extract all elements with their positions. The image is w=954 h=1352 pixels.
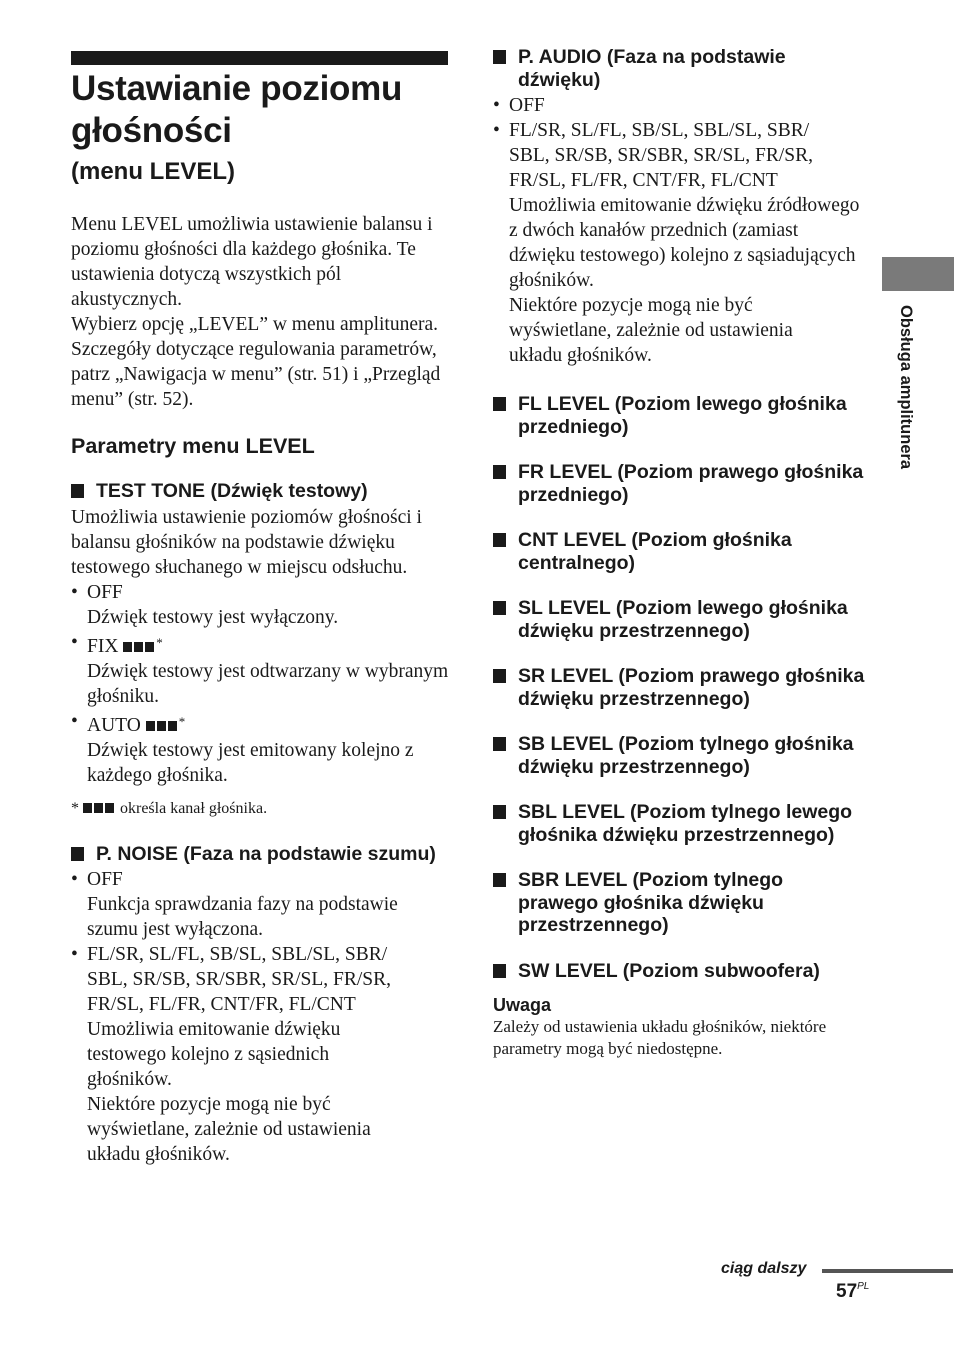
test-tone-off-label: OFF	[87, 581, 123, 603]
test-tone-desc: Umożliwia ustawienie poziomów głośności i balansu głośników na podstawie dźwięku testowego słuchanego w miejscu odsłuchu.	[71, 506, 422, 578]
p-audio-pairs-desc: Umożliwia emitowanie dźwięku źródłowego z dwóch kanałów przednich (zamiast dźwięku testowego) kolejno z sąsiadujących głośników.	[509, 195, 860, 291]
p-audio-off-label: OFF	[509, 95, 545, 116]
p-noise-heading-text: P. NOISE (Faza na podstawie szumu)	[96, 842, 436, 865]
p-audio-pairs: • FL/SR, SL/FL, SB/SL, SBL/SL, SBR/ SBL, SR/SB, SR/SBR, SR/SL, FR/SR, FR/SL, FL/FR, CNT/FR, FL/CNT	[493, 120, 814, 191]
page-number-suffix: PL	[857, 1281, 870, 1292]
test-tone-heading-text: TEST TONE (Dźwięk testowy)	[96, 480, 368, 502]
p-noise-pairs-label: FL/SR, SL/FL, SB/SL, SBL/SL, SBR/ SBL, SR/SB, SR/SBR, SR/SL, FR/SR, FR/SL, FL/FR, CNT/FR, FL/CNT	[87, 944, 392, 1015]
page-number	[836, 1281, 869, 1303]
intro-paragraph-2: Wybierz opcję „LEVEL” w menu amplitunera. Szczegóły dotyczące regulowania parametrów, patrz „Nawigacja w menu” (str. 51) i „Przegląd menu” (str. 52).	[71, 314, 441, 410]
level-heading-sbr	[493, 869, 865, 937]
asterisk-icon: *	[178, 713, 186, 729]
p-audio-heading	[493, 46, 865, 91]
level-heading-sw	[493, 960, 865, 983]
square-bullet-icon	[493, 533, 506, 547]
level-heading-text: SBL LEVEL (Poziom tylnego lewego głośnika dźwięku przestrzennego)	[518, 801, 853, 846]
level-heading-text: SL LEVEL (Poziom lewego głośnika dźwięku przestrzennego)	[518, 597, 848, 642]
page-number-value: 57	[836, 1281, 858, 1302]
channel-block-icon	[105, 803, 114, 813]
footnote-text: określa kanał głośnika.	[120, 799, 268, 817]
left-column	[71, 212, 449, 1167]
channel-block-icon	[94, 803, 103, 813]
square-bullet-icon	[493, 873, 506, 887]
level-heading-text: SBR LEVEL (Poziom tylnego prawego głośnika dźwięku przestrzennego)	[518, 869, 784, 936]
page-title: Ustawianie poziomu głośności	[71, 69, 403, 150]
square-bullet-icon	[493, 50, 506, 64]
side-chapter-label-text: Obsługa amplitunera	[897, 305, 915, 470]
level-heading-text: CNT LEVEL (Poziom głośnika centralnego)	[518, 529, 792, 574]
level-heading-text: SB LEVEL (Poziom tylnego głośnika dźwięku przestrzennego)	[518, 733, 854, 778]
side-chapter-label	[893, 305, 915, 515]
chapter-tab	[882, 257, 954, 291]
level-heading-fr	[493, 461, 865, 506]
p-noise-off-desc: Funkcja sprawdzania fazy na podstawie szumu jest wyłączona.	[87, 894, 398, 940]
level-heading-sr	[493, 665, 865, 710]
note-title: Uwaga	[493, 995, 552, 1015]
square-bullet-icon	[493, 805, 506, 819]
p-noise-pairs-desc: Umożliwia emitowanie dźwięku testowego kolejno z sąsiednich głośników.	[87, 1019, 341, 1090]
continued-rule	[822, 1269, 953, 1273]
p-audio-pairs-label: FL/SR, SL/FL, SB/SL, SBL/SL, SBR/ SBL, SR/SB, SR/SBR, SR/SL, FR/SR, FR/SL, FL/FR, CNT/FR, FL/CNT	[509, 120, 814, 191]
test-tone-auto-label: AUTO	[87, 714, 141, 736]
square-bullet-icon	[493, 669, 506, 683]
channel-block-icon	[168, 721, 177, 731]
asterisk-icon: *	[156, 634, 163, 650]
test-tone-off: • OFF	[71, 581, 123, 603]
test-tone-fix-label: FIX	[87, 635, 119, 657]
channel-block-icon	[145, 642, 154, 652]
continued-label: ciąg dalszy	[721, 1260, 807, 1277]
test-tone-off-desc: Dźwięk testowy jest wyłączony.	[87, 606, 339, 628]
p-noise-pairs-note: Niektóre pozycje mogą nie być wyświetlane, zależnie od ustawienia układu głośników.	[87, 1094, 371, 1165]
square-bullet-icon	[493, 465, 506, 479]
square-bullet-icon	[493, 397, 506, 411]
level-heading-text: SW LEVEL (Poziom subwoofera)	[518, 959, 820, 982]
square-bullet-icon	[493, 964, 506, 978]
footnote	[71, 798, 449, 820]
square-bullet-icon	[71, 847, 84, 861]
title-rule	[71, 51, 448, 65]
p-noise-heading	[71, 843, 449, 866]
asterisk-icon: *	[71, 799, 83, 817]
channel-block-icon	[123, 642, 132, 652]
section-heading: Parametry menu LEVEL	[71, 434, 315, 458]
test-tone-auto-desc: Dźwięk testowy jest emitowany kolejno z każdego głośnika.	[87, 739, 414, 786]
right-column	[493, 46, 865, 1060]
level-heading-sl	[493, 597, 865, 642]
level-heading-cnt	[493, 529, 865, 574]
intro-paragraph-1: Menu LEVEL umożliwia ustawienie balansu i poziomu głośności dla każdego głośnika. Te ustawienia dotyczą wszystkich pól akustycznych.	[71, 214, 433, 310]
square-bullet-icon	[493, 737, 506, 751]
test-tone-fix: • FIX *	[71, 631, 163, 657]
level-heading-text: SR LEVEL (Poziom prawego głośnika dźwięku przestrzennego)	[518, 665, 865, 710]
p-noise-pairs: • FL/SR, SL/FL, SB/SL, SBL/SL, SBR/ SBL, SR/SB, SR/SBR, SR/SL, FR/SR, FR/SL, FL/FR, CNT/FR, FL/CNT	[71, 944, 392, 1015]
square-bullet-icon	[493, 601, 506, 615]
channel-block-icon	[146, 721, 155, 731]
page-subtitle: (menu LEVEL)	[71, 158, 236, 185]
level-heading-fl	[493, 393, 865, 438]
level-heading-sb	[493, 733, 865, 778]
level-heading-text: FL LEVEL (Poziom lewego głośnika przedniego)	[518, 393, 847, 438]
p-audio-off: • OFF	[493, 95, 545, 116]
test-tone-auto: • AUTO *	[71, 710, 186, 736]
channel-block-icon	[83, 803, 92, 813]
p-noise-off: • OFF	[71, 869, 123, 890]
test-tone-fix-desc: Dźwięk testowy jest odtwarzany w wybranym głośniku.	[87, 660, 449, 707]
p-audio-heading-text: P. AUDIO (Faza na podstawie dźwięku)	[518, 46, 786, 91]
square-bullet-icon	[71, 484, 84, 498]
p-noise-off-label: OFF	[87, 869, 123, 890]
level-heading-sbl	[493, 801, 865, 846]
note-text: Zależy od ustawienia układu głośników, niektóre parametry mogą być niedostępne.	[493, 1017, 827, 1058]
channel-block-icon	[157, 721, 166, 731]
channel-block-icon	[134, 642, 143, 652]
p-audio-pairs-note: Niektóre pozycje mogą nie być wyświetlane, zależnie od ustawienia układu głośników.	[509, 295, 793, 366]
level-heading-text: FR LEVEL (Poziom prawego głośnika przedniego)	[518, 461, 864, 506]
test-tone-heading	[71, 480, 449, 503]
